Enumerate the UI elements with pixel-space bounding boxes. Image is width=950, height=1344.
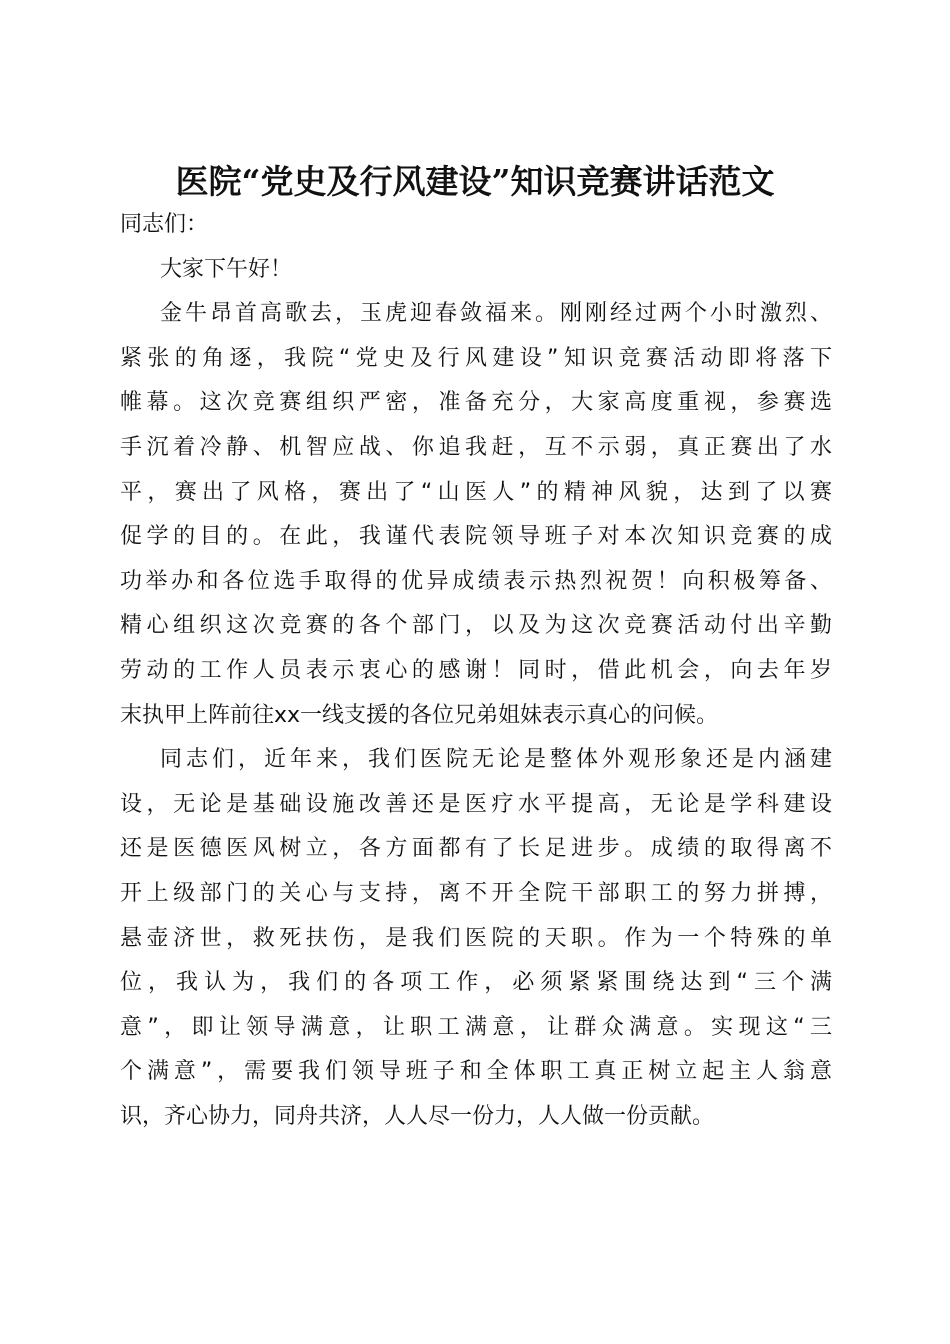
paragraph-line: 平，赛出了风格，赛出了“山医人”的精神风貌，达到了以赛 xyxy=(120,479,832,505)
salutation: 同志们： xyxy=(120,212,209,237)
paragraph-competition xyxy=(120,292,832,738)
paragraph-greeting xyxy=(120,248,832,293)
paragraph-line: 悬壶济世，救死扶伤，是我们医院的天职。作为一个特殊的单 xyxy=(120,925,832,951)
paragraph-line: 设，无论是基础设施改善还是医疗水平提高，无论是学科建设 xyxy=(120,791,832,817)
paragraph-line: 精心组织这次竞赛的各个部门，以及为这次竞赛活动付出辛勤 xyxy=(120,613,832,639)
paragraph-line: 劳动的工作人员表示衷心的感谢！同时，借此机会，向去年岁 xyxy=(120,657,832,683)
paragraph-line: 意”，即让领导满意，让职工满意，让群众满意。实现这“三 xyxy=(120,1014,832,1040)
paragraph-line: 个满意”，需要我们领导班子和全体职工真正树立起主人翁意 xyxy=(120,1059,832,1085)
paragraph-line: 功举办和各位选手取得的优异成绩表示热烈祝贺！向积极筹备、 xyxy=(120,568,832,594)
paragraph-line: 帷幕。这次竞赛组织严密，准备充分，大家高度重视，参赛选 xyxy=(120,390,832,416)
paragraph-line: 开上级部门的关心与支持，离不开全院干部职工的努力拼搏， xyxy=(120,880,832,906)
paragraph-line: 位，我认为，我们的各项工作，必须紧紧围绕达到“三个满 xyxy=(120,970,832,996)
paragraph-line: 同志们，近年来，我们医院无论是整体外观形象还是内涵建 xyxy=(160,747,832,773)
paragraph-line: 紧张的角逐，我院“党史及行风建设”知识竞赛活动即将落下 xyxy=(120,345,832,371)
paragraph-line: 识，齐心协力，同舟共济，人人尽一份力，人人做一份贡献。 xyxy=(120,1103,715,1129)
paragraph-line: 末执甲上阵前往xx一线支援的各位兄弟姐妹表示真心的问候。 xyxy=(120,702,719,728)
paragraph-line: 金牛昂首高歌去，玉虎迎春敛福来。刚刚经过两个小时激烈、 xyxy=(160,301,832,327)
paragraph-line: 大家下午好！ xyxy=(160,256,293,282)
document-body xyxy=(120,203,832,1139)
document-title: 医院“党史及行风建设”知识竞赛讲话范文 xyxy=(175,162,775,202)
paragraph-line: 手沉着冷静、机智应战、你追我赶，互不示弱，真正赛出了水 xyxy=(120,434,832,460)
paragraph-progress xyxy=(120,738,832,1139)
paragraph-line: 促学的目的。在此，我谨代表院领导班子对本次知识竞赛的成 xyxy=(120,524,832,550)
paragraph-line: 还是医德医风树立，各方面都有了长足进步。成绩的取得离不 xyxy=(120,836,832,862)
